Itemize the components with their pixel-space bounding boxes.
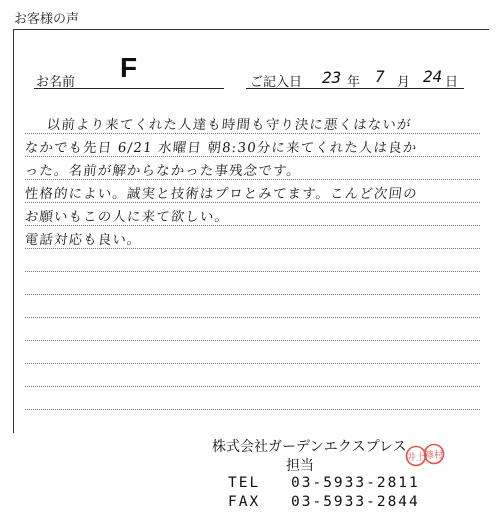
ruled-line xyxy=(25,294,480,295)
date-label: ご記入日 xyxy=(250,75,303,90)
ruled-line xyxy=(25,271,480,272)
form-title: お客様の声 xyxy=(14,12,80,27)
seal-text-right: 篠村 xyxy=(424,451,444,461)
ruled-line xyxy=(25,156,480,157)
ruled-line xyxy=(25,317,480,318)
date-day-unit: 日 xyxy=(445,75,459,90)
name-label: お名前 xyxy=(36,75,76,90)
personal-seal-stamp xyxy=(405,438,445,478)
date-month-unit: 月 xyxy=(397,75,411,90)
comment-line: お願いもこの人に来て欲しい。 xyxy=(24,210,230,225)
ruled-line xyxy=(25,133,480,134)
ruled-line xyxy=(25,363,480,364)
date-day: 24 xyxy=(423,67,443,86)
seal-text-left: 井上 xyxy=(406,453,426,463)
ruled-line xyxy=(25,386,480,387)
tel-number: 03-5933-2811 xyxy=(291,475,420,491)
ruled-line xyxy=(25,248,480,249)
company-name: 株式会社ガーデンエクスプレス xyxy=(212,439,407,455)
comment-line: った。名前が解からなかった事残念です。 xyxy=(24,164,302,179)
comment-line: 性格的によい。誠実と技術はプロとみてます。こんど次回の xyxy=(24,187,419,202)
ruled-line xyxy=(25,225,480,226)
date-year: 23 xyxy=(322,68,342,87)
person-label: 担当 xyxy=(286,458,314,474)
comment-line: 以前より来てくれた人達も時間も守り決に悪くはないが xyxy=(46,118,413,133)
fax-number: 03-5933-2844 xyxy=(291,494,420,510)
ruled-line xyxy=(25,340,480,341)
comment-line: 電話対応も良い。 xyxy=(24,233,143,248)
date-year-unit: 年 xyxy=(347,75,361,90)
comment-line: なかでも先日 6/21 水曜日 朝8:30分に来てくれた人は良か xyxy=(24,141,419,156)
ruled-line xyxy=(25,409,480,410)
ruled-line xyxy=(25,202,480,203)
date-month: 7 xyxy=(375,67,385,86)
ruled-line xyxy=(25,179,480,180)
fax-label: FAX xyxy=(228,494,261,510)
tel-label: TEL xyxy=(228,475,261,491)
name-value: F xyxy=(120,52,138,83)
